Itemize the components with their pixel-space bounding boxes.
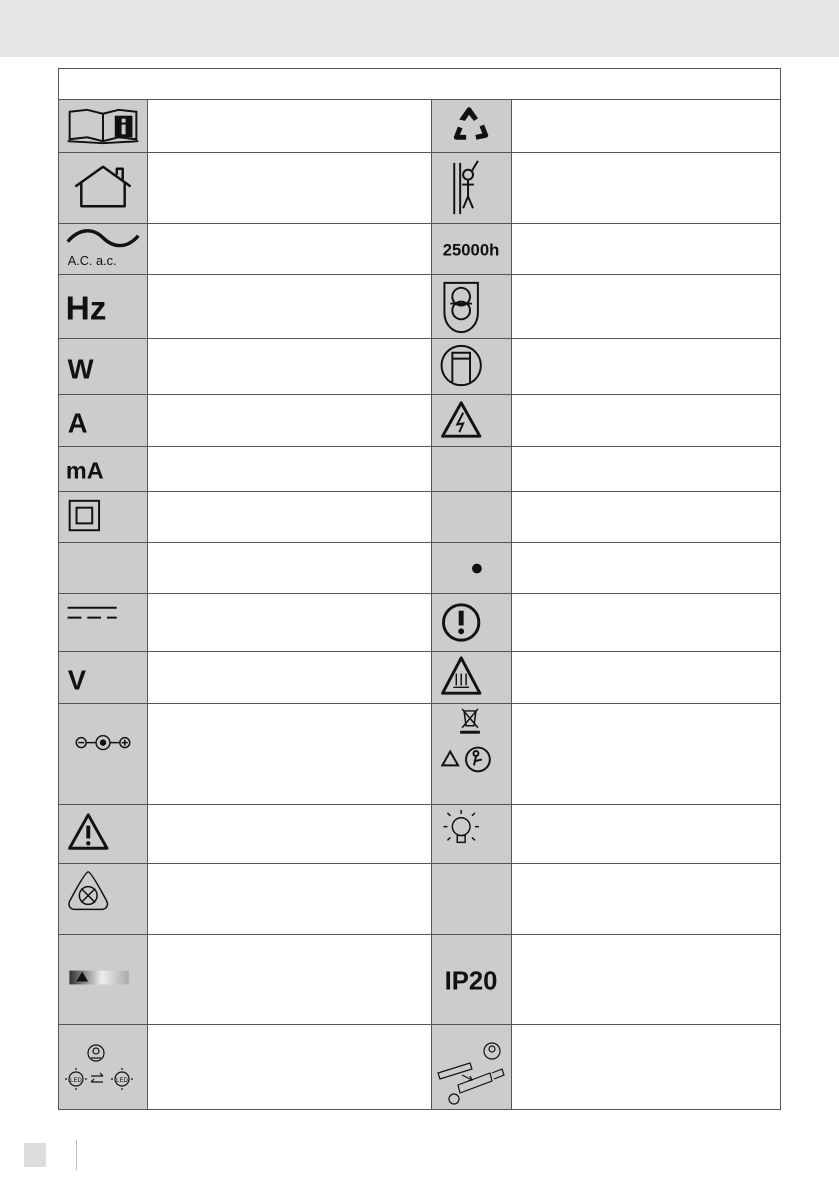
alternating-current-icon xyxy=(59,224,147,274)
description-cell xyxy=(147,1025,432,1109)
ip20-icon xyxy=(432,935,511,1024)
hz-label: Hz xyxy=(65,290,107,328)
description-cell xyxy=(511,395,780,446)
description-cell xyxy=(511,652,780,703)
light-bulb-icon xyxy=(432,805,511,863)
description-cell xyxy=(511,100,780,152)
description-cell xyxy=(511,805,780,863)
blank-icon xyxy=(432,864,511,934)
table-row xyxy=(59,339,780,395)
watt-label: W xyxy=(67,353,94,385)
table-row xyxy=(59,594,780,652)
description-cell xyxy=(147,339,432,394)
description-cell xyxy=(511,224,780,274)
description-cell xyxy=(511,153,780,223)
protection-class-ii-icon xyxy=(59,492,147,542)
read-manual-icon xyxy=(59,100,147,152)
table-row xyxy=(59,153,780,224)
table-row xyxy=(59,492,780,543)
description-cell xyxy=(511,543,780,593)
independent-control-gear-icon xyxy=(432,339,511,394)
description-cell xyxy=(511,447,780,491)
led-label-right: LED xyxy=(116,1078,128,1084)
disposal-icon xyxy=(432,704,511,804)
hot-surface-warning-icon xyxy=(432,652,511,703)
table-row xyxy=(59,805,780,864)
volt-icon xyxy=(59,652,147,703)
description-cell xyxy=(147,492,432,542)
table-row xyxy=(59,447,780,492)
ip-rating-label: IP20 xyxy=(444,967,498,996)
volt-label: V xyxy=(67,664,87,696)
electric-shock-warning-icon xyxy=(432,395,511,446)
child-safety-icon xyxy=(432,153,511,223)
description-cell xyxy=(511,339,780,394)
description-cell xyxy=(147,864,432,934)
warning-triangle-icon xyxy=(59,805,147,863)
description-cell xyxy=(147,805,432,863)
hertz-icon xyxy=(59,275,147,338)
milliampere-label: mA xyxy=(65,457,104,484)
description-cell xyxy=(511,492,780,542)
table-row xyxy=(59,704,780,805)
table-row xyxy=(59,224,780,275)
table-row xyxy=(59,100,780,153)
table-row xyxy=(59,275,780,339)
milliampere-icon xyxy=(59,447,147,491)
recycling-icon xyxy=(432,100,511,152)
no-dimmer-icon xyxy=(59,864,147,934)
polarity-icon xyxy=(59,704,147,804)
description-cell xyxy=(147,594,432,651)
ampere-label: A xyxy=(67,407,88,439)
description-cell xyxy=(511,864,780,934)
table-row xyxy=(59,395,780,447)
dot-icon xyxy=(432,543,511,593)
table-header-row xyxy=(59,69,780,100)
description-cell xyxy=(511,704,780,804)
table-row xyxy=(59,935,780,1025)
description-cell xyxy=(511,275,780,338)
description-cell xyxy=(511,935,780,1024)
ampere-icon xyxy=(59,395,147,446)
description-cell xyxy=(147,275,432,338)
description-cell xyxy=(147,100,432,152)
description-cell xyxy=(511,594,780,651)
energy-scale-icon xyxy=(59,935,147,1024)
table-row xyxy=(59,1025,780,1109)
description-cell xyxy=(147,395,432,446)
led-replaceable-icon xyxy=(59,1025,147,1109)
page-number-marker xyxy=(24,1143,46,1167)
description-cell xyxy=(147,543,432,593)
blank-icon xyxy=(432,492,511,542)
safety-transformer-icon xyxy=(432,275,511,338)
lifetime-label: 25000h xyxy=(442,240,500,260)
blank-icon xyxy=(59,543,147,593)
caution-icon xyxy=(432,594,511,651)
ac-label: A.C. a.c. xyxy=(67,253,117,269)
watt-icon xyxy=(59,339,147,394)
table-row xyxy=(59,543,780,594)
description-cell xyxy=(147,704,432,804)
description-cell xyxy=(147,652,432,703)
description-cell xyxy=(147,447,432,491)
indoor-use-icon xyxy=(59,153,147,223)
description-cell xyxy=(147,935,432,1024)
page-header-band xyxy=(0,0,839,57)
table-row xyxy=(59,652,780,704)
direct-current-icon xyxy=(59,594,147,651)
blank-icon xyxy=(432,447,511,491)
symbols-table xyxy=(58,68,781,1110)
led-label-left: LED xyxy=(70,1078,82,1084)
footer-divider xyxy=(76,1140,77,1170)
description-cell xyxy=(147,224,432,274)
description-cell xyxy=(511,1025,780,1109)
lifetime-hours-icon xyxy=(432,224,511,274)
control-gear-replaceable-icon xyxy=(432,1025,511,1109)
description-cell xyxy=(147,153,432,223)
table-row xyxy=(59,864,780,935)
